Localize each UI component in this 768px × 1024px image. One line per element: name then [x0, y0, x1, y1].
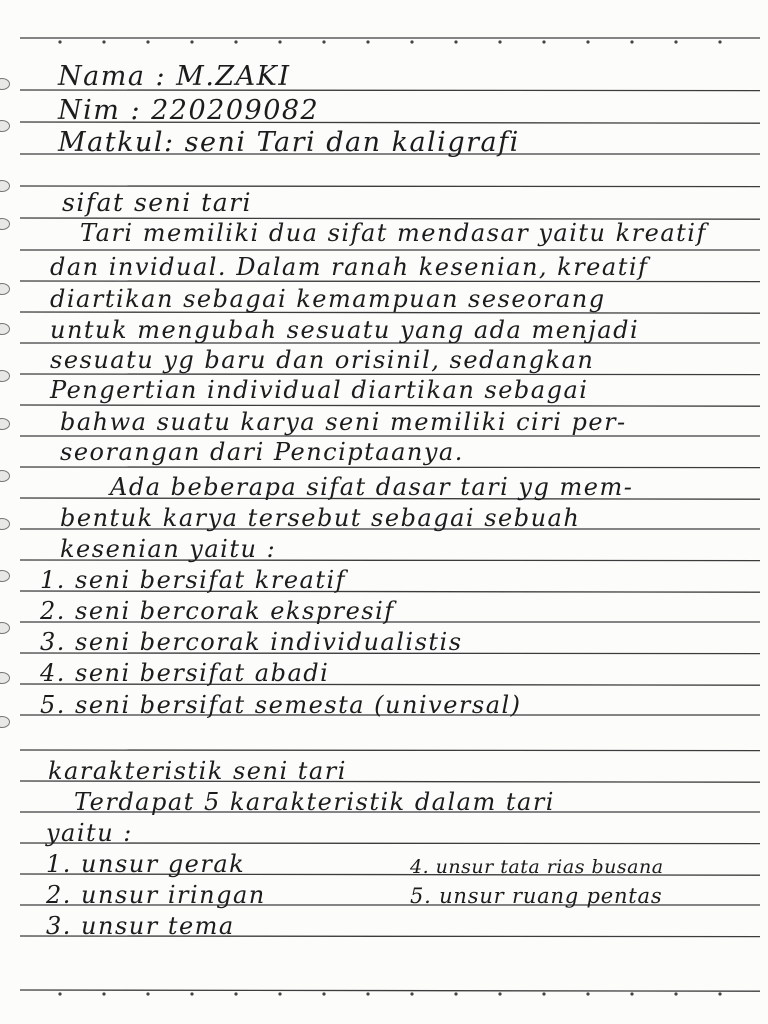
margin-dot — [234, 992, 237, 995]
paragraph1-line: dan invidual. Dalam ranah kesenian, kreatif — [50, 253, 649, 281]
paragraph1-line: seorangan dari Penciptaanya. — [60, 438, 464, 466]
name-line: Nama : M.ZAKI — [58, 61, 291, 92]
characteristic-item: 3. unsur tema — [46, 912, 235, 940]
paragraph1-line: bahwa suatu karya seni memiliki ciri per- — [60, 408, 627, 436]
margin-dot — [322, 40, 325, 43]
list-item: 3. seni bercorak individualistis — [40, 628, 463, 656]
margin-dot — [366, 992, 369, 995]
margin-dot — [278, 992, 281, 995]
margin-dot — [58, 40, 61, 43]
margin-dot — [366, 40, 369, 43]
paragraph1-line: Pengertian individual diartikan sebagai — [50, 376, 589, 404]
margin-dot — [454, 40, 457, 43]
characteristic-item: 4. unsur tata rias busana — [410, 856, 664, 878]
margin-dot — [322, 992, 325, 995]
list-item: 5. seni bersifat semesta (universal) — [40, 691, 522, 719]
margin-dot — [234, 40, 237, 43]
margin-dot — [146, 40, 149, 43]
section2-title: karakteristik seni tari — [48, 757, 347, 785]
paragraph1-line: diartikan sebagai kemampuan seseorang — [50, 285, 606, 313]
margin-dot — [718, 40, 721, 43]
ruled-line — [20, 990, 760, 991]
margin-dot — [454, 992, 457, 995]
course-line: Matkul: seni Tari dan kaligrafi — [58, 127, 520, 158]
characteristic-item: 5. unsur ruang pentas — [410, 884, 663, 908]
margin-dot — [102, 40, 105, 43]
margin-dot — [630, 992, 633, 995]
characteristic-item: 1. unsur gerak — [46, 850, 246, 878]
ruled-line — [20, 750, 760, 751]
margin-dot — [410, 992, 413, 995]
margin-dot — [410, 40, 413, 43]
margin-dot — [278, 40, 281, 43]
margin-dot — [190, 992, 193, 995]
margin-dot — [58, 992, 61, 995]
margin-dot — [146, 992, 149, 995]
paragraph2-line: Ada beberapa sifat dasar tari yg mem- — [110, 473, 634, 501]
margin-dot — [586, 992, 589, 995]
section2-intro-line: yaitu : — [46, 819, 133, 847]
paragraph2-line: kesenian yaitu : — [60, 535, 277, 563]
margin-dot — [102, 992, 105, 995]
list-item: 4. seni bersifat abadi — [40, 659, 330, 687]
margin-dot — [498, 992, 501, 995]
margin-dot — [630, 40, 633, 43]
paragraph1-line: untuk mengubah sesuatu yang ada menjadi — [50, 316, 640, 344]
margin-dot — [674, 40, 677, 43]
margin-dot — [498, 40, 501, 43]
paragraph1-line: sesuatu yg baru dan orisinil, sedangkan — [50, 346, 595, 374]
margin-dot — [674, 992, 677, 995]
characteristic-item: 2. unsur iringan — [46, 881, 266, 909]
paragraph2-line: bentuk karya tersebut sebagai sebuah — [60, 504, 581, 532]
margin-dot — [718, 992, 721, 995]
ruled-line — [20, 467, 760, 468]
section2-intro-line: Terdapat 5 karakteristik dalam tari — [74, 788, 555, 816]
nim-line: Nim : 220209082 — [58, 95, 320, 126]
section1-title: sifat seni tari — [62, 188, 253, 217]
margin-dot — [542, 40, 545, 43]
list-item: 2. seni bercorak ekspresif — [40, 597, 395, 625]
ruled-line — [20, 186, 760, 187]
margin-dot — [586, 40, 589, 43]
paragraph1-line: Tari memiliki dua sifat mendasar yaitu kreatif — [80, 219, 707, 247]
list-item: 1. seni bersifat kreatif — [40, 566, 347, 594]
margin-dot — [542, 992, 545, 995]
margin-dot — [190, 40, 193, 43]
